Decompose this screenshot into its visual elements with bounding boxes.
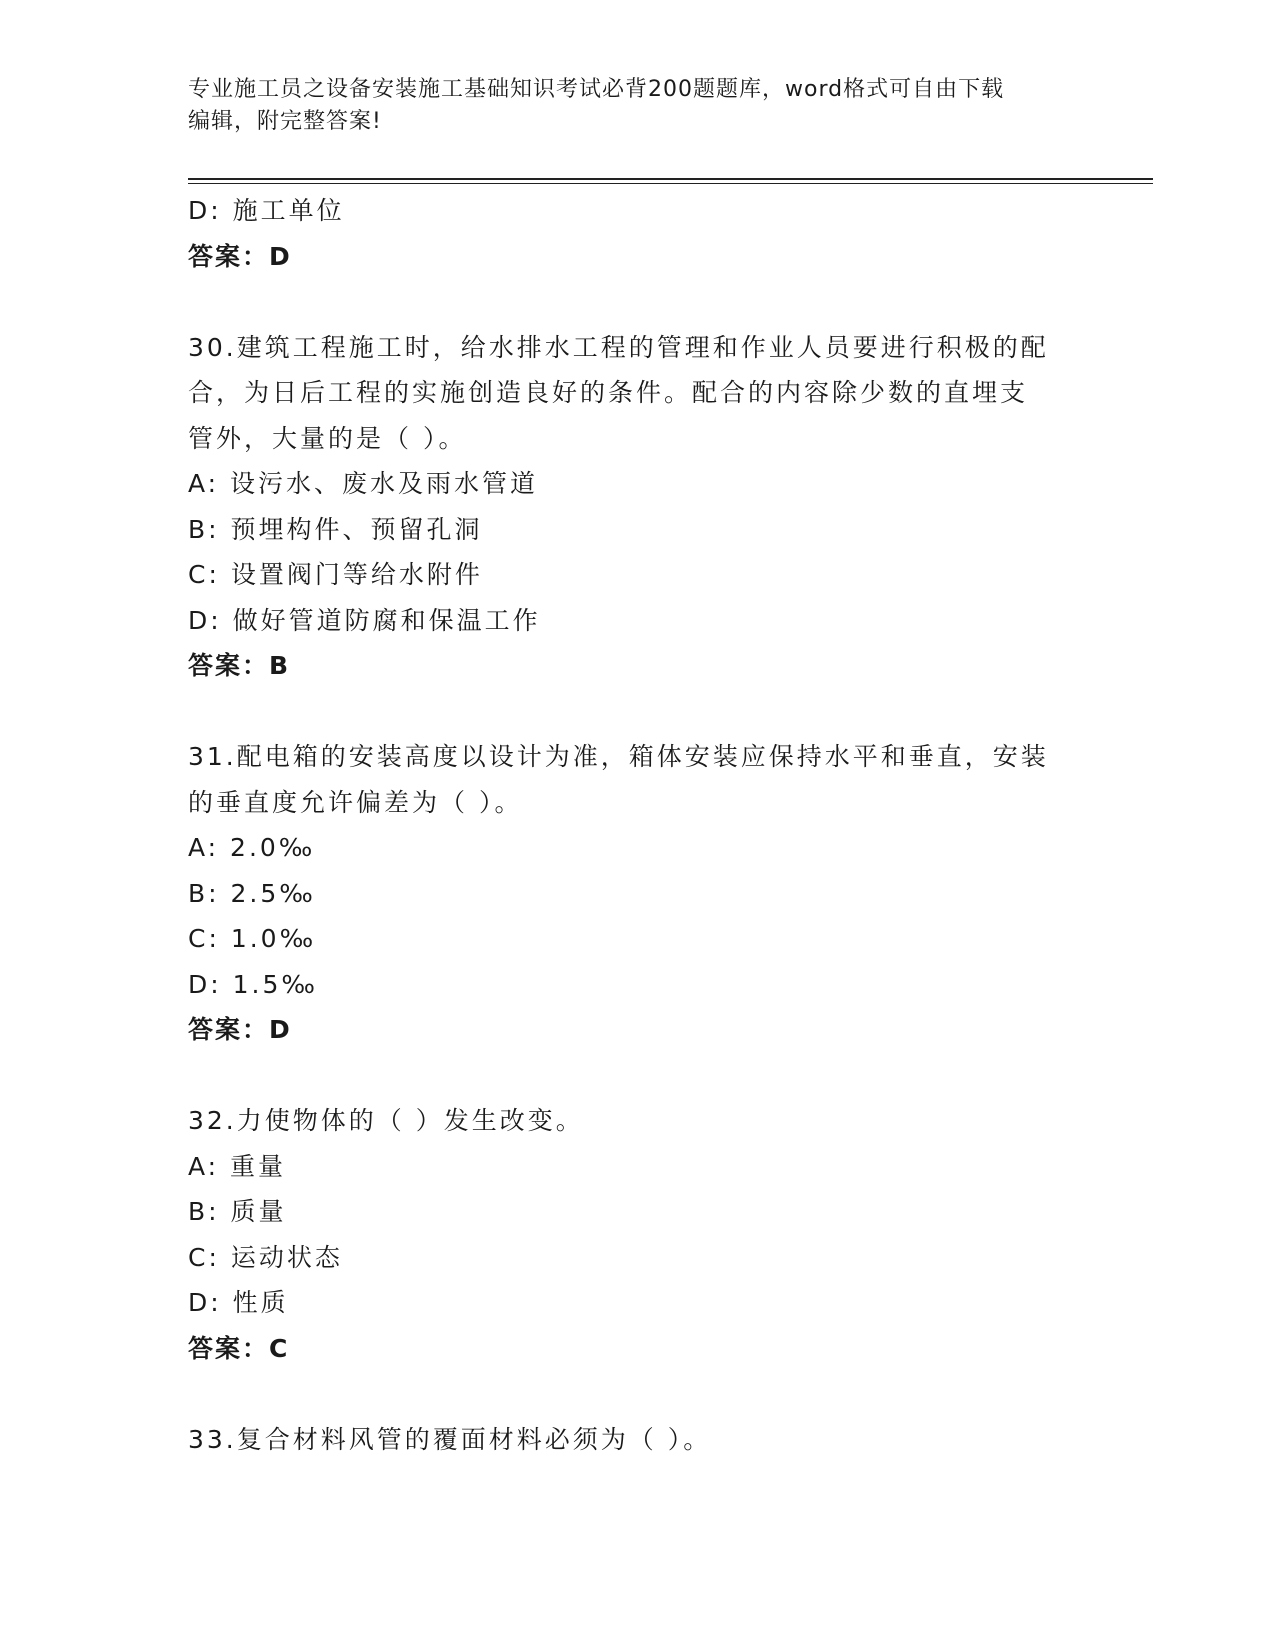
- question-31-stem-line: 31.配电箱的安装高度以设计为准，箱体安装应保持水平和垂直，安装: [188, 742, 1049, 771]
- question-31-option-b: B: 2.5‰: [188, 878, 316, 908]
- question-31-answer: 答案：D: [188, 1015, 292, 1044]
- question-31-option-c: C: 1.0‰: [188, 924, 317, 953]
- question-31-stem-line: 的垂直度允许偏差为（ ）。: [188, 787, 523, 817]
- question-32-answer: 答案：C: [188, 1333, 290, 1363]
- question-list: [188, 188, 1088, 1462]
- question-32-option-b: B: 质量: [188, 1197, 287, 1226]
- question-32-stem: [188, 1098, 1088, 1144]
- question-32-option-c: C: 运动状态: [188, 1242, 343, 1272]
- page-header: [188, 74, 1088, 138]
- prev-answer: 答案：D: [188, 241, 292, 271]
- question-32-option-a: A: 重量: [188, 1151, 287, 1181]
- header-divider-thin: [188, 183, 1153, 184]
- question-30-option-d: D: 做好管道防腐和保温工作: [188, 605, 541, 635]
- spacer: [188, 1053, 1088, 1099]
- question-30-stem-line: 30.建筑工程施工时，给水排水工程的管理和作业人员要进行积极的配: [188, 332, 1049, 362]
- question-30-stem-line: 合，为日后工程的实施创造良好的条件。配合的内容除少数的直埋支: [188, 378, 1029, 407]
- question-32-option-d: D: 性质: [188, 1288, 289, 1317]
- question-31-stem: [188, 734, 1088, 825]
- question-30-option-a: A: 设污水、废水及雨水管道: [188, 469, 539, 498]
- question-31-option-a: A: 2.0‰: [188, 833, 316, 862]
- question-33-stem: [188, 1417, 1088, 1463]
- question-30-option-b: B: 预埋构件、预留孔洞: [188, 514, 483, 544]
- question-33-stem-line: 33.复合材料风管的覆面材料必须为（ ）。: [188, 1424, 712, 1454]
- spacer: [188, 1371, 1088, 1417]
- question-30-option-c: C: 设置阀门等给水附件: [188, 560, 483, 589]
- spacer: [188, 689, 1088, 735]
- question-30-answer: 答案：B: [188, 651, 291, 680]
- question-31-option-d: D: 1.5‰: [188, 969, 318, 999]
- spacer: [188, 279, 1088, 325]
- question-32-stem-line: 32.力使物体的（ ）发生改变。: [188, 1106, 584, 1135]
- header-title-line-2: 编辑，附完整答案!: [188, 109, 382, 134]
- question-30-stem: [188, 325, 1088, 462]
- header-title-line-1: 专业施工员之设备安装施工基础知识考试必背200题题库，word格式可自由下载: [188, 77, 1005, 102]
- prev-option-d: D: 施工单位: [188, 196, 345, 225]
- question-30-stem-line: 管外，大量的是（ ）。: [188, 423, 467, 453]
- header-divider: [188, 178, 1153, 180]
